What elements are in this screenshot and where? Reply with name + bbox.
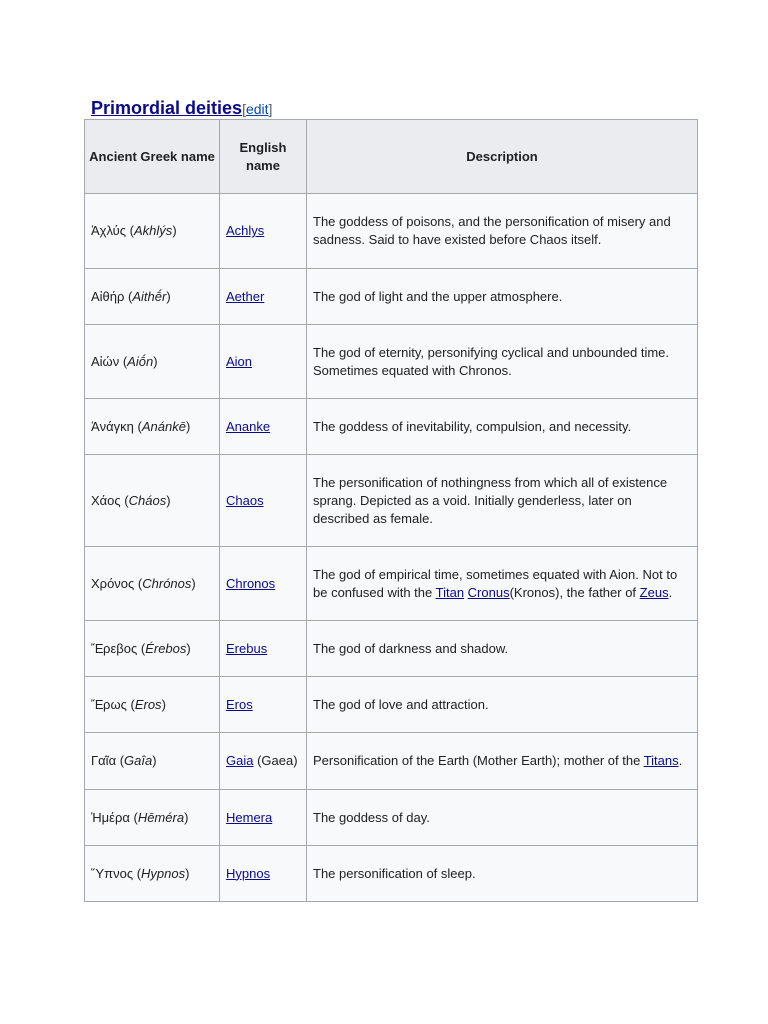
header-description: Description (307, 120, 698, 194)
transliteration: Aithḗr (132, 288, 167, 304)
greek-name-cell: Ἔρεβος (Érebos) (85, 621, 220, 677)
description-text: The personification of sleep. (313, 865, 476, 881)
greek-name-cell: Ἡμέρα (Hēméra) (85, 790, 220, 846)
greek-name-cell: Αἰών (Aiṓn) (85, 325, 220, 399)
transliteration: Gaîa (124, 753, 153, 768)
header-english-name: English name (220, 120, 307, 194)
table-row (85, 325, 698, 399)
transliteration: Cháos (128, 492, 167, 508)
table-row (85, 455, 698, 547)
edit-link[interactable]: edit (245, 101, 269, 117)
table-row (85, 547, 698, 621)
header-greek-name: Ancient Greek name (85, 120, 220, 194)
greek-name-cell: Γαῖα (Gaîa) (85, 733, 220, 790)
edit-bracket-close: ] (268, 101, 273, 117)
greek-name: Ἀχλύς (91, 223, 127, 238)
greek-name-cell: Αἰθήρ (Aithḗr) (85, 269, 220, 325)
transliteration: Anánkē (141, 418, 186, 434)
english-name-cell (220, 621, 307, 677)
table-row (85, 194, 698, 269)
edit-bracket-open: [ (242, 101, 246, 117)
greek-name: Γαῖα (91, 753, 117, 768)
english-name-cell (220, 547, 307, 621)
transliteration: Érebos (145, 640, 187, 656)
section-heading (91, 96, 272, 121)
description-text (313, 752, 691, 770)
table-row (85, 790, 698, 846)
description-before: The god of empirical time, sometimes equated with Aion. Not to be confused with the (313, 566, 678, 600)
english-name-link[interactable]: Aether (226, 288, 265, 304)
description-text: The goddess of day. (313, 809, 430, 825)
section-title[interactable]: Primordial deities (91, 98, 243, 118)
transliteration: Aiṓn (127, 353, 154, 369)
description-after: . (668, 584, 673, 600)
description-cell (307, 325, 698, 399)
description-cell (307, 194, 698, 269)
english-name-link[interactable]: Chaos (226, 492, 264, 508)
greek-name: Ἔρεβος (91, 640, 138, 656)
english-name-cell (220, 790, 307, 846)
zeus-link[interactable]: Zeus (639, 584, 669, 600)
greek-name-cell: Ὕπνος (Hypnos) (85, 846, 220, 902)
transliteration: Hypnos (141, 865, 186, 881)
description-cell (307, 621, 698, 677)
table-header-row (85, 120, 698, 194)
description-cell (307, 846, 698, 902)
english-name-link[interactable]: Eros (226, 696, 253, 712)
english-name-link[interactable]: Achlys (226, 223, 265, 238)
description-text: The personification of nothingness from which all of existence sprang. Depicted as a void. Initially genderless, later on described as female. (313, 474, 668, 526)
table-row (85, 269, 698, 325)
description-after: . (678, 753, 683, 768)
table-row (85, 621, 698, 677)
description-cell (307, 677, 698, 733)
english-name-cell (220, 846, 307, 902)
table-row (85, 399, 698, 455)
greek-name-cell: Ἔρως (Eros) (85, 677, 220, 733)
english-name-alt: (Gaea) (253, 753, 298, 768)
english-name-cell (220, 733, 307, 790)
description-text: The god of eternity, personifying cyclical and unbounded time. Sometimes equated with Chronos. (313, 344, 670, 378)
english-name-cell (220, 194, 307, 269)
english-name-cell (220, 399, 307, 455)
transliteration: Hēméra (137, 809, 185, 825)
description-text: The goddess of inevitability, compulsion, and necessity. (313, 418, 632, 434)
greek-name-cell: Χρόνος (Chrónos) (85, 547, 220, 621)
english-name-link[interactable]: Hemera (226, 809, 273, 825)
description-text: The goddess of poisons, and the personification of misery and sadness. Said to have existed before Chaos itself. (313, 214, 671, 247)
description-cell (307, 790, 698, 846)
table-row (85, 846, 698, 902)
description-cell (307, 733, 698, 790)
description-cell (307, 399, 698, 455)
transliteration: Akhlýs (134, 223, 173, 238)
transliteration: Chrónos (142, 575, 192, 591)
description-text: The god of light and the upper atmosphere. (313, 288, 563, 304)
english-name-cell (220, 677, 307, 733)
english-name-cell (220, 269, 307, 325)
greek-name: Χρόνος (91, 575, 135, 591)
english-name-cell (220, 325, 307, 399)
greek-name-cell: Χάος (Cháos) (85, 455, 220, 547)
primordial-deities-table (84, 119, 698, 902)
english-name-link[interactable]: Hypnos (226, 865, 271, 881)
cronus-link[interactable]: Cronus (467, 584, 510, 600)
description-cell (307, 547, 698, 621)
description-cell (307, 269, 698, 325)
greek-name: Ὕπνος (91, 865, 134, 881)
greek-name: Αἰών (91, 353, 120, 369)
description-text (313, 566, 691, 602)
greek-name: Αἰθήρ (91, 288, 125, 304)
description-before: Personification of the Earth (Mother Earth); mother of the (313, 753, 644, 768)
greek-name: Ἡμέρα (91, 809, 130, 825)
english-name-cell (220, 455, 307, 547)
description-cell (307, 455, 698, 547)
description-text: The god of darkness and shadow. (313, 640, 509, 656)
titans-link[interactable]: Titans (643, 753, 679, 768)
greek-name-cell: Ἀχλύς (Akhlýs) (85, 194, 220, 269)
greek-name-cell: Ἀνάγκη (Anánkē) (85, 399, 220, 455)
english-name-link[interactable]: Gaia (226, 753, 254, 768)
transliteration: Eros (134, 696, 162, 712)
table-row (85, 677, 698, 733)
english-name-link[interactable]: Ananke (226, 418, 271, 434)
greek-name: Χάος (91, 492, 121, 508)
english-name-link[interactable]: Chronos (226, 575, 276, 591)
greek-name: Ἀνάγκη (91, 418, 134, 434)
description-text: The god of love and attraction. (313, 696, 489, 712)
titan-link[interactable]: Titan (435, 584, 465, 600)
greek-name: Ἔρως (91, 696, 127, 712)
english-name-link[interactable]: Aion (226, 353, 253, 369)
table-row (85, 733, 698, 790)
description-middle: (Kronos), the father of (509, 584, 640, 600)
english-name-link[interactable]: Erebus (226, 640, 268, 656)
